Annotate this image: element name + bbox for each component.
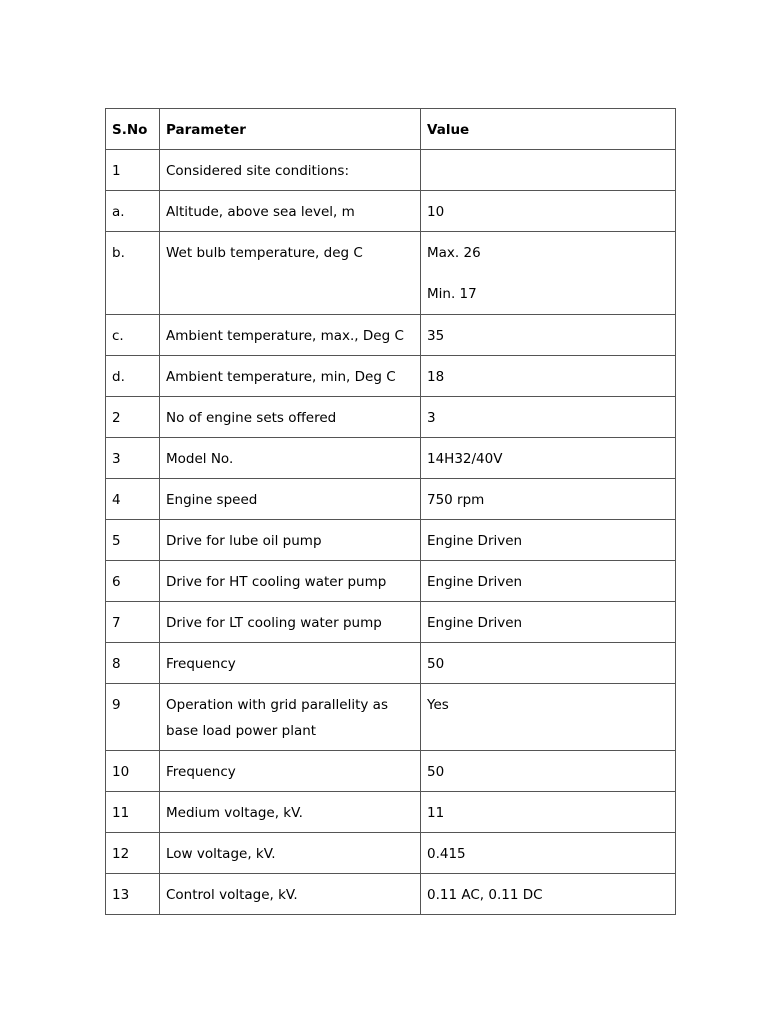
row-parameter: Operation with grid parallelity as base load power plant (160, 684, 421, 751)
table-row (106, 397, 676, 438)
row-parameter: No of engine sets offered (160, 397, 421, 438)
row-value (421, 232, 676, 315)
row-sno: 5 (106, 520, 160, 561)
row-parameter: Drive for lube oil pump (160, 520, 421, 561)
table-row (106, 191, 676, 232)
row-parameter: Drive for LT cooling water pump (160, 602, 421, 643)
row-value: 35 (421, 315, 676, 356)
row-sno: 8 (106, 643, 160, 684)
row-value: 14H32/40V (421, 438, 676, 479)
row-value: 0.11 AC, 0.11 DC (421, 874, 676, 915)
table-row (106, 751, 676, 792)
row-sno: 1 (106, 150, 160, 191)
row-sno: 9 (106, 684, 160, 751)
header-parameter: Parameter (160, 109, 421, 150)
row-parameter: Ambient temperature, max., Deg C (160, 315, 421, 356)
row-parameter: Ambient temperature, min, Deg C (160, 356, 421, 397)
table-row (106, 792, 676, 833)
row-parameter: Frequency (160, 751, 421, 792)
row-value (421, 150, 676, 191)
table-row (106, 643, 676, 684)
table-row (106, 438, 676, 479)
table-header-row (106, 109, 676, 150)
row-parameter: Wet bulb temperature, deg C (160, 232, 421, 315)
row-value: 11 (421, 792, 676, 833)
row-sno: 13 (106, 874, 160, 915)
table-row (106, 479, 676, 520)
row-value: 18 (421, 356, 676, 397)
row-value: Engine Driven (421, 520, 676, 561)
row-sno: 3 (106, 438, 160, 479)
row-sno: 10 (106, 751, 160, 792)
table-row (106, 356, 676, 397)
row-parameter: Drive for HT cooling water pump (160, 561, 421, 602)
row-parameter: Control voltage, kV. (160, 874, 421, 915)
row-value: 50 (421, 643, 676, 684)
row-value-max: Max. 26 (427, 245, 481, 261)
row-parameter: Engine speed (160, 479, 421, 520)
row-value: Engine Driven (421, 561, 676, 602)
row-parameter: Altitude, above sea level, m (160, 191, 421, 232)
row-value: 0.415 (421, 833, 676, 874)
table-row (106, 602, 676, 643)
header-sno: S.No (106, 109, 160, 150)
table-row (106, 232, 676, 315)
header-value: Value (421, 109, 676, 150)
row-sno: 6 (106, 561, 160, 602)
row-sno: c. (106, 315, 160, 356)
row-parameter: Considered site conditions: (160, 150, 421, 191)
row-value: Engine Driven (421, 602, 676, 643)
row-value: 50 (421, 751, 676, 792)
row-parameter: Low voltage, kV. (160, 833, 421, 874)
row-value: 3 (421, 397, 676, 438)
spec-table (105, 108, 676, 915)
row-sno: 7 (106, 602, 160, 643)
table-row (106, 520, 676, 561)
table-row (106, 315, 676, 356)
table-row (106, 561, 676, 602)
row-sno: 11 (106, 792, 160, 833)
table-row (106, 684, 676, 751)
table-row (106, 150, 676, 191)
row-parameter: Medium voltage, kV. (160, 792, 421, 833)
row-sno: d. (106, 356, 160, 397)
row-sno: a. (106, 191, 160, 232)
row-sno: 12 (106, 833, 160, 874)
row-parameter: Model No. (160, 438, 421, 479)
row-parameter: Frequency (160, 643, 421, 684)
row-value: 750 rpm (421, 479, 676, 520)
row-value-min: Min. 17 (427, 286, 477, 302)
row-value: 10 (421, 191, 676, 232)
table-row (106, 833, 676, 874)
row-sno: 2 (106, 397, 160, 438)
row-sno: b. (106, 232, 160, 315)
row-sno: 4 (106, 479, 160, 520)
table-row (106, 874, 676, 915)
row-value: Yes (421, 684, 676, 751)
